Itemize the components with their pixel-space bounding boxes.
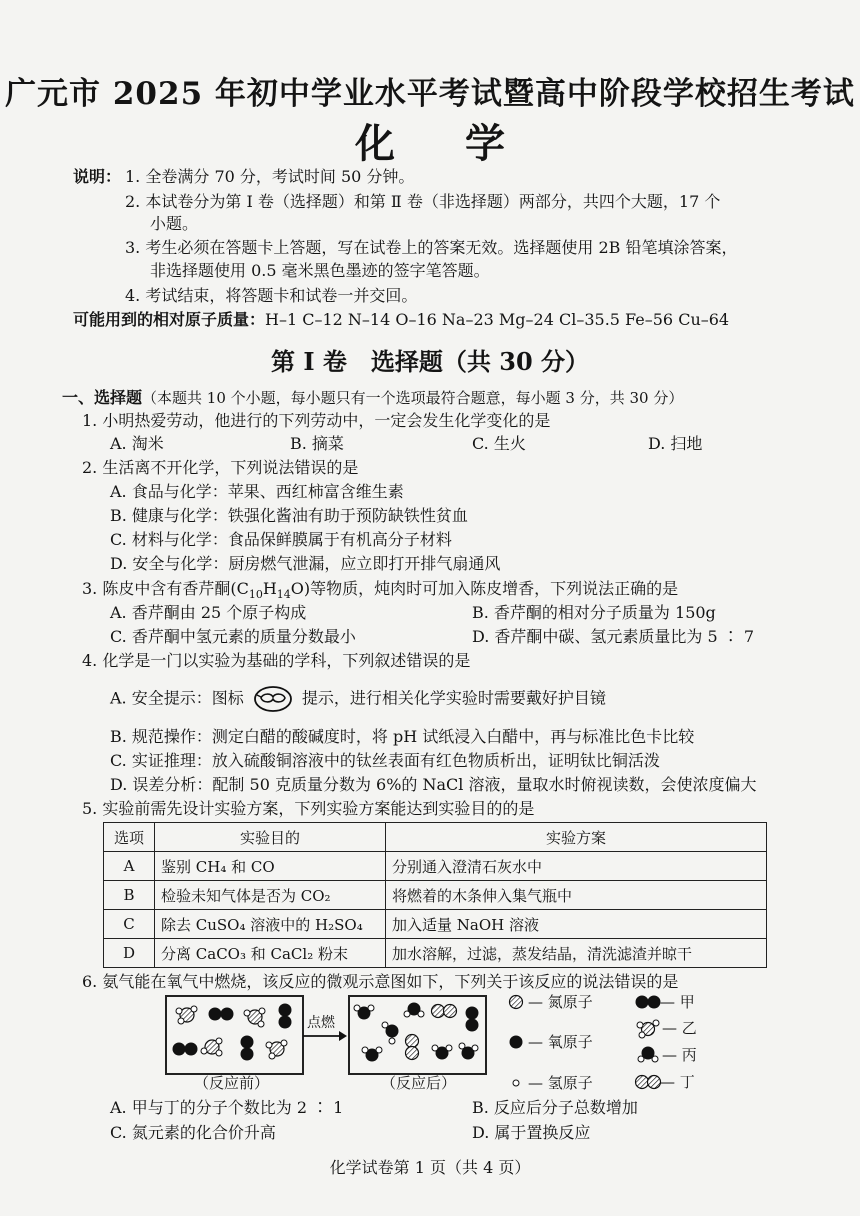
molecule-bing <box>354 1005 374 1020</box>
notes-label: 说明： <box>73 167 122 186</box>
molecule-jia <box>209 1008 234 1021</box>
oxygen-atom-icon <box>508 1034 524 1050</box>
q5-stem: 5. 实验前需先设计实验方案，下列实验方案能达到实验目的的是 <box>82 799 535 818</box>
table-cell-option: C <box>104 910 155 939</box>
molecule-bing <box>404 1003 424 1018</box>
table-cell-option: D <box>104 939 155 968</box>
after-box <box>348 995 487 1075</box>
q2-option-b: B. 健康与化学：铁强化酱油有助于预防缺铁性贫血 <box>110 506 468 525</box>
table-cell-goal: 鉴别 CH₄ 和 CO <box>155 852 386 881</box>
q1-option-d: D. 扫地 <box>648 434 703 453</box>
molecule-ding <box>406 1035 419 1060</box>
note-3b: 非选择题使用 0.5 毫米黑色墨迹的签字笔答题。 <box>150 261 490 280</box>
q3-sub-10: 10 <box>248 588 263 602</box>
table-cell-goal: 除去 CuSO₄ 溶液中的 H₂SO₄ <box>155 910 386 939</box>
table-cell-goal: 分离 CaCO₃ 和 CaCl₂ 粉末 <box>155 939 386 968</box>
nitrogen-atom-icon <box>508 994 524 1010</box>
q6-stem: 6. 氨气能在氧气中燃烧，该反应的微观示意图如下，下列关于该反应的说法错误的是 <box>82 972 679 991</box>
molecule-jia <box>241 1036 254 1061</box>
molecule-yi <box>244 1008 265 1027</box>
atomic-masses-values: H–1 C–12 N–14 O–16 Na–23 Mg–24 Cl–35.5 Fe–56 Cu–64 <box>265 310 730 329</box>
table-cell-plan: 将燃着的木条伸入集气瓶中 <box>386 881 767 910</box>
q6-option-c: C. 氮元素的化合价升高 <box>110 1123 276 1142</box>
table-cell-goal: 检验未知气体是否为 CO₂ <box>155 881 386 910</box>
subject-title: 化学 <box>355 120 575 167</box>
q4-option-d: D. 误差分析：配制 50 克质量分数为 6%的 NaCl 溶液，量取水时俯视读数，会使浓度偏大 <box>110 775 757 794</box>
q4-option-a-post: 提示，进行相关化学实验时需要戴好护目镜 <box>301 688 606 708</box>
yi-molecule-icon <box>634 1016 664 1040</box>
molecule-ding <box>432 1005 457 1018</box>
q3-stem-post: O)等物质，炖肉时可加入陈皮增香，下列说法正确的是 <box>290 579 679 598</box>
q2-stem: 2. 生活离不开化学，下列说法错误的是 <box>82 458 359 477</box>
section-title: 第 Ⅰ 卷 选择题（共 30 分） <box>270 347 590 376</box>
table-cell-option: A <box>104 852 155 881</box>
after-label: （反应后） <box>381 1074 457 1092</box>
note-2b: 小题。 <box>150 214 199 233</box>
hydrogen-atom-icon <box>511 1078 521 1088</box>
legend-nitrogen: — 氮原子 <box>528 993 593 1011</box>
q1-stem: 1. 小明热爱劳动，他进行的下列劳动中，一定会发生化学变化的是 <box>82 411 551 430</box>
q4-option-a-pre: A. 安全提示：图标 <box>110 688 244 708</box>
q3-stem-h: H <box>262 579 277 598</box>
legend-bing: — 丙 <box>662 1046 697 1064</box>
part1-heading-label: 一、选择题 <box>62 388 143 407</box>
table-cell-option: B <box>104 881 155 910</box>
note-2a: 2. 本试卷分为第 Ⅰ 卷（选择题）和第 Ⅱ 卷（非选择题）两部分，共四个大题，17 个 <box>125 192 721 211</box>
q6-option-d: D. 属于置换反应 <box>472 1123 591 1142</box>
legend-jia: — 甲 <box>660 993 695 1011</box>
legend-oxygen: — 氧原子 <box>528 1033 593 1051</box>
table-cell-plan: 加入适量 NaOH 溶液 <box>386 910 767 939</box>
q1-option-c: C. 生火 <box>472 434 526 453</box>
q3-option-d: D. 香芹酮中碳、氢元素质量比为 5 ∶ 7 <box>472 627 755 646</box>
molecule-jia <box>466 1007 479 1032</box>
q3-sub-14: 14 <box>276 588 291 602</box>
bing-molecule-icon <box>634 1042 664 1064</box>
q4-stem: 4. 化学是一门以实验为基础的学科，下列叙述错误的是 <box>82 651 471 670</box>
q4-option-c: C. 实证推理：放入硫酸铜溶液中的钛丝表面有红色物质析出，证明钛比铜活泼 <box>110 751 660 770</box>
molecule-yi <box>201 1038 222 1056</box>
molecule-bing <box>382 1022 399 1044</box>
table-header-goal: 实验目的 <box>155 823 386 852</box>
molecule-jia <box>173 1043 198 1056</box>
before-box <box>165 995 304 1075</box>
legend-yi: — 乙 <box>662 1019 697 1037</box>
molecule-jia <box>279 1004 292 1029</box>
note-4: 4. 考试结束，将答题卡和试卷一并交回。 <box>125 286 418 305</box>
q2-option-c: C. 材料与化学：食品保鲜膜属于有机高分子材料 <box>110 530 452 549</box>
q6-option-b: B. 反应后分子总数增加 <box>472 1098 638 1117</box>
exam-title: 广元市 2025 年初中学业水平考试暨高中阶段学校招生考试 <box>5 76 855 112</box>
arrow-icon <box>303 1030 348 1042</box>
q4-option-b: B. 规范操作：测定白醋的酸碱度时，将 pH 试纸浸入白醋中，再与标准比色卡比较 <box>110 727 695 746</box>
table-cell-plan: 分别通入澄清石灰水中 <box>386 852 767 881</box>
note-1: 1. 全卷满分 70 分，考试时间 50 分钟。 <box>125 167 415 186</box>
q1-option-b: B. 摘菜 <box>290 434 344 453</box>
atomic-masses-label: 可能用到的相对原子质量： <box>73 310 266 329</box>
molecule-yi <box>176 1006 197 1024</box>
note-3a: 3. 考生必须在答题卡上答题，写在试卷上的答案无效。选择题使用 2B 铅笔填涂答案， <box>125 238 738 257</box>
q3-option-b: B. 香芹酮的相对分子质量为 150g <box>472 603 716 622</box>
molecule-bing <box>459 1043 478 1060</box>
table-cell-plan: 加水溶解，过滤，蒸发结晶，清洗滤渣并晾干 <box>386 939 767 968</box>
table-header-plan: 实验方案 <box>386 823 767 852</box>
q3-stem-pre: 3. 陈皮中含有香芹酮(C <box>82 579 249 598</box>
q6-option-a: A. 甲与丁的分子个数比为 2 ∶ 1 <box>110 1098 344 1117</box>
q3-option-c: C. 香芹酮中氢元素的质量分数最小 <box>110 627 356 646</box>
molecule-yi <box>266 1040 287 1059</box>
q1-option-a: A. 淘米 <box>110 434 164 453</box>
before-label: （反应前） <box>194 1074 270 1092</box>
q2-option-d: D. 安全与化学：厨房燃气泄漏，应立即打开排气扇通风 <box>110 554 501 573</box>
q3-option-a: A. 香芹酮由 25 个原子构成 <box>110 603 307 622</box>
table-header-option: 选项 <box>104 823 155 852</box>
page-footer: 化学试卷第 1 页（共 4 页） <box>329 1158 531 1177</box>
arrow-label: 点燃 <box>307 1015 335 1031</box>
legend-ding: — 丁 <box>660 1073 695 1091</box>
molecule-bing <box>362 1047 382 1062</box>
legend-hydrogen: — 氢原子 <box>528 1074 593 1092</box>
q2-option-a: A. 食品与化学：苹果、西红柿富含维生素 <box>110 482 404 501</box>
molecule-bing <box>432 1045 452 1060</box>
part1-heading-note: （本题共 10 个小题，每小题只有一个选项最符合题意，每小题 3 分，共 30 分） <box>142 389 684 407</box>
